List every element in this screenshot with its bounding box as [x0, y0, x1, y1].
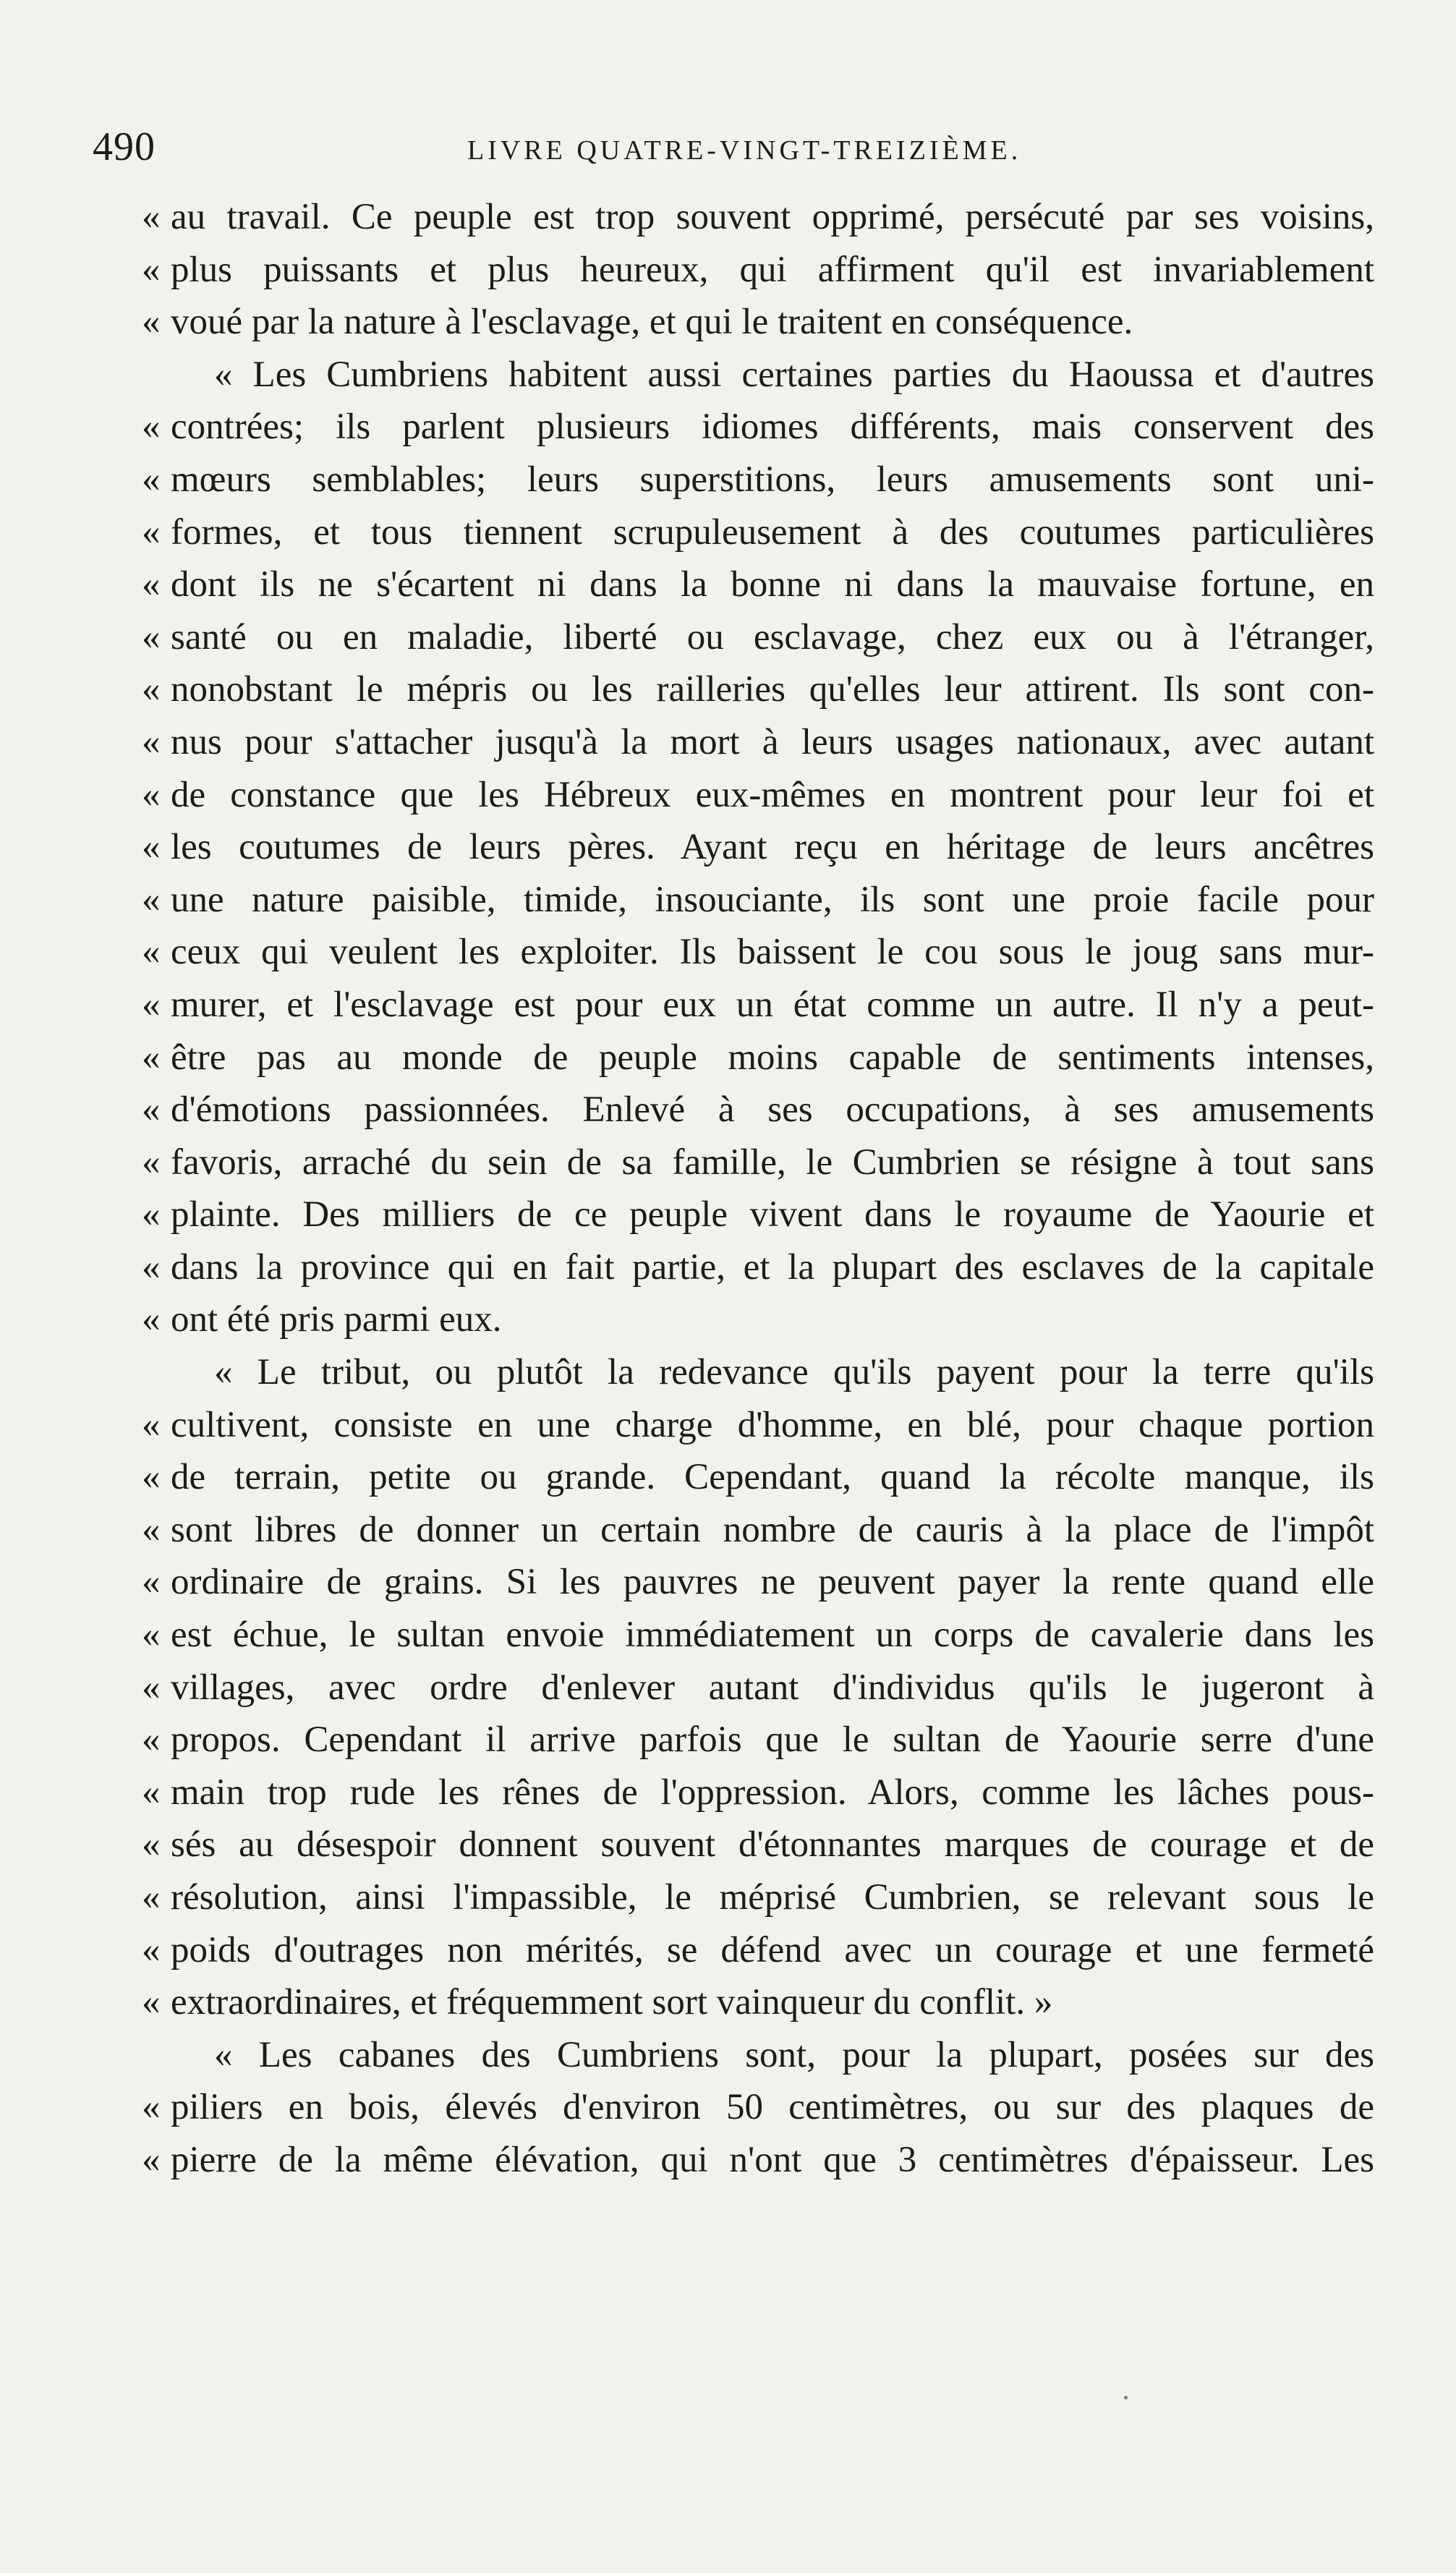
text-line	[142, 1556, 1374, 1609]
line-text: sés au désespoir donnent souvent d'étonnantes marques de courage et de	[171, 1824, 1374, 1866]
quote-mark: «	[142, 1562, 161, 1603]
quote-mark: «	[142, 616, 161, 658]
text-line	[142, 611, 1374, 664]
text-line	[142, 1714, 1374, 1766]
text-line	[142, 2134, 1374, 2187]
text-line	[142, 979, 1374, 1032]
line-text: contrées; ils parlent plusieurs idiomes différents, mais conservent des	[171, 407, 1374, 448]
text-line	[142, 454, 1374, 506]
line-text: plainte. Des milliers de ce peuple vivent dans le royaume de Yaourie et	[171, 1194, 1374, 1236]
quote-mark: «	[142, 1404, 161, 1445]
line-text: murer, et l'esclavage est pour eux un état comme un autre. Il n'y a peut-	[171, 984, 1374, 1025]
text-line	[142, 1241, 1374, 1294]
text-line	[142, 1609, 1374, 1662]
quote-mark: «	[142, 564, 161, 605]
text-line	[142, 558, 1374, 611]
line-text: santé ou en maladie, liberté ou esclavage, chez eux ou à l'étranger,	[171, 616, 1374, 658]
text-line	[142, 1662, 1374, 1714]
line-text: ordinaire de grains. Si les pauvres ne peuvent payer la rente quand elle	[171, 1562, 1374, 1603]
page-header	[0, 122, 1456, 179]
quote-mark: «	[142, 302, 161, 343]
quote-mark: «	[142, 1667, 161, 1708]
line-text: plus puissants et plus heureux, qui affirment qu'il est invariablement	[171, 249, 1374, 290]
ink-speck	[1124, 2396, 1128, 2399]
line-text: propos. Cependant il arrive parfois que le sultan de Yaourie serre d'une	[171, 1719, 1374, 1761]
text-line	[142, 1084, 1374, 1136]
line-text: favoris, arraché du sein de sa famille, le Cumbrien se résigne à tout sans	[171, 1141, 1374, 1183]
text-line	[142, 874, 1374, 927]
line-text: les coutumes de leurs pères. Ayant reçu en héritage de leurs ancêtres	[171, 827, 1374, 868]
quote-mark: «	[142, 1194, 161, 1236]
body-text	[142, 191, 1374, 2187]
text-line	[142, 1293, 1374, 1346]
text-line	[142, 663, 1374, 716]
line-text: formes, et tous tiennent scrupuleusement à des coutumes particulières	[171, 511, 1374, 553]
line-text: de constance que les Hébreux eux-mêmes en montrent pour leur foi et	[171, 774, 1374, 815]
line-text: nonobstant le mépris ou les railleries qu'elles leur attirent. Ils sont con-	[171, 669, 1374, 710]
line-text: être pas au monde de peuple moins capable de sentiments intenses,	[171, 1037, 1374, 1078]
text-line	[142, 2081, 1374, 2134]
line-text: dans la province qui en fait partie, et la plupart des esclaves de la capitale	[171, 1246, 1374, 1288]
line-text: de terrain, petite ou grande. Cependant, quand la récolte manque, ils	[171, 1457, 1374, 1498]
text-line	[142, 1451, 1374, 1504]
line-text: « Les Cumbriens habitent aussi certaines parties du Haoussa et d'autres	[214, 354, 1374, 395]
text-line	[142, 191, 1374, 244]
text-line	[142, 1136, 1374, 1189]
quote-mark: «	[142, 1719, 161, 1761]
text-line	[142, 1188, 1374, 1241]
text-line	[142, 716, 1374, 769]
quote-mark: «	[142, 511, 161, 553]
text-line	[142, 244, 1374, 297]
text-line	[142, 401, 1374, 454]
quote-mark: «	[142, 721, 161, 762]
line-text: villages, avec ordre d'enlever autant d'individus qu'ils le jugeront à	[171, 1667, 1374, 1708]
line-text: au travail. Ce peuple est trop souvent opprimé, persécuté par ses voisins,	[171, 197, 1374, 237]
quote-mark: «	[142, 197, 161, 237]
text-line	[142, 506, 1374, 559]
text-line	[142, 349, 1374, 401]
quote-mark: «	[142, 2139, 161, 2180]
line-text: est échue, le sultan envoie immédiatement un corps de cavalerie dans les	[171, 1615, 1374, 1656]
text-line	[142, 1504, 1374, 1557]
quote-mark: «	[142, 879, 161, 920]
line-text: dont ils ne s'écartent ni dans la bonne ni dans la mauvaise fortune, en	[171, 564, 1374, 605]
text-line	[142, 1766, 1374, 1819]
quote-mark: «	[142, 1615, 161, 1656]
line-text: poids d'outrages non mérités, se défend avec un courage et une fermeté	[171, 1929, 1374, 1970]
quote-mark: «	[142, 1141, 161, 1183]
quote-mark: «	[142, 1877, 161, 1918]
quote-mark: «	[142, 459, 161, 500]
line-text: sont libres de donner un certain nombre de cauris à la place de l'impôt	[171, 1509, 1374, 1550]
line-text: « Le tribut, ou plutôt la redevance qu'ils payent pour la terre qu'ils	[214, 1352, 1374, 1393]
quote-mark: «	[142, 1982, 161, 2023]
line-text: d'émotions passionnées. Enlevé à ses occupations, à ses amusements	[171, 1089, 1374, 1131]
text-line	[142, 926, 1374, 979]
text-line	[142, 1399, 1374, 1452]
quote-mark: «	[142, 1509, 161, 1550]
quote-mark: «	[142, 1824, 161, 1866]
text-line	[142, 769, 1374, 822]
line-text: « Les cabanes des Cumbriens sont, pour la plupart, posées sur des	[214, 2034, 1374, 2075]
line-text: résolution, ainsi l'impassible, le méprisé Cumbrien, se relevant sous le	[171, 1877, 1374, 1918]
quote-mark: «	[142, 1037, 161, 1078]
quote-mark: «	[142, 1246, 161, 1288]
quote-mark: «	[142, 1457, 161, 1498]
quote-mark: «	[142, 2087, 161, 2128]
page-number: 490	[93, 124, 156, 169]
line-text: nus pour s'attacher jusqu'à la mort à leurs usages nationaux, avec autant	[171, 721, 1374, 762]
quote-mark: «	[142, 249, 161, 290]
line-text: extraordinaires, et fréquemment sort vainqueur du conflit. »	[171, 1982, 1053, 2023]
quote-mark: «	[142, 1299, 161, 1340]
quote-mark: «	[142, 1772, 161, 1813]
quote-mark: «	[142, 984, 161, 1025]
text-line	[142, 821, 1374, 874]
text-line	[142, 1346, 1374, 1399]
line-text: une nature paisible, timide, insouciante, ils sont une proie facile pour	[171, 879, 1374, 920]
line-text: cultivent, consiste en une charge d'homme, en blé, pour chaque portion	[171, 1404, 1374, 1445]
text-line	[142, 2029, 1374, 2082]
line-text: ceux qui veulent les exploiter. Ils baissent le cou sous le joug sans mur-	[171, 932, 1374, 973]
quote-mark: «	[142, 774, 161, 815]
line-text: mœurs semblables; leurs superstitions, leurs amusements sont uni-	[171, 459, 1374, 500]
text-line	[142, 296, 1374, 349]
quote-mark: «	[142, 827, 161, 868]
quote-mark: «	[142, 1089, 161, 1131]
line-text: voué par la nature à l'esclavage, et qui le traitent en conséquence.	[171, 302, 1133, 343]
quote-mark: «	[142, 932, 161, 973]
line-text: ont été pris parmi eux.	[171, 1299, 502, 1340]
line-text: pierre de la même élévation, qui n'ont que 3 centimètres d'épaisseur. Les	[171, 2139, 1374, 2180]
text-line	[142, 1032, 1374, 1084]
quote-mark: «	[142, 1929, 161, 1970]
text-line	[142, 1924, 1374, 1977]
line-text: piliers en bois, élevés d'environ 50 centimètres, ou sur des plaques de	[171, 2087, 1374, 2128]
text-line	[142, 1871, 1374, 1924]
quote-mark: «	[142, 669, 161, 710]
running-head: LIVRE QUATRE-VINGT-TREIZIÈME.	[467, 135, 1022, 166]
line-text: main trop rude les rênes de l'oppression. Alors, comme les lâches pous-	[171, 1772, 1374, 1813]
text-line	[142, 1976, 1374, 2029]
text-line	[142, 1819, 1374, 1871]
quote-mark: «	[142, 407, 161, 448]
